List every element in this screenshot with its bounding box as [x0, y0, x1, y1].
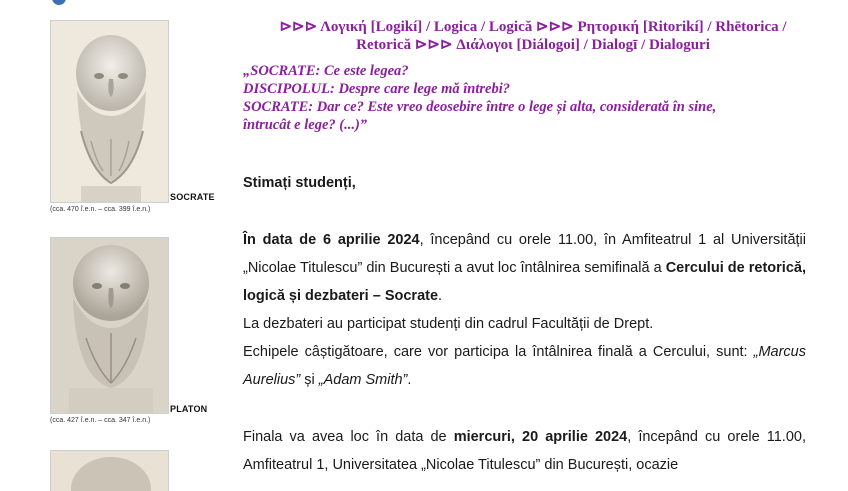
circle-name: Cercului de retorică, logică și dezbateri – Socrate: [243, 260, 806, 304]
quote-line-4: întrucât e lege? (...)”: [243, 117, 368, 133]
winners-period: .: [407, 372, 412, 388]
header-line-1: ⊳⊳⊳ Λογική [Logikí] / Logica / Logică ⊳⊳⊳ Ρητορική [Ritorikí] / Rhētorica /: [279, 19, 787, 35]
paragraph-semifinal: [243, 226, 806, 310]
semifinal-text: , începând cu orele 11.00, în Amfiteatrul 1 al Universității „Nicolae Titulescu” din București a avut loc întâlnirea semifinală a: [243, 232, 806, 276]
philosopher-bust-image: [50, 450, 169, 491]
winners-text: Echipele câștigătoare, care vor participa la întâlnirea finală a Cercului, sunt:: [243, 344, 754, 360]
socratic-quote: [243, 62, 818, 134]
winners-and: și: [300, 372, 319, 388]
paragraph-final: [243, 423, 806, 479]
socrates-name-label: SOCRATE: [170, 192, 215, 202]
header-line-2: Retorică ⊳⊳⊳ Διάλογοι [Diálogoi] / Dialogī / Dialoguri: [356, 37, 710, 53]
logo-badge: [52, 0, 66, 5]
quote-line-2: DISCIPOLUL: Despre care lege mă întrebi?: [243, 81, 511, 97]
final-text-1: Finala va avea loc în data de: [243, 429, 454, 445]
paragraph-participants: La dezbateri au participat studenți din cadrul Facultății de Drept.: [243, 316, 654, 332]
socrates-bust-image: [50, 20, 169, 203]
quote-line-1: „SOCRATE: Ce este legea?: [243, 63, 409, 79]
platon-dates-label: (cca. 427 î.e.n. – cca. 347 î.e.n.): [50, 417, 151, 424]
quote-line-3: SOCRATE: Dar ce? Este vreo deosebire între o lege și alta, considerată în sine,: [243, 99, 717, 115]
final-text-2: , începând cu orele 11.00, Amfiteatrul 1, Universitatea „Nicolae Titulescu” din București, ocazie: [243, 429, 806, 473]
team-adam-smith: „Adam Smith”: [318, 372, 408, 388]
semifinal-period: .: [438, 288, 443, 304]
greeting: Stimați studenți,: [243, 175, 356, 191]
semifinal-date: În data de 6 aprilie 2024: [243, 232, 420, 248]
socrates-dates-label: (cca. 470 î.e.n. – cca. 399 î.e.n.): [50, 206, 151, 213]
platon-bust-image: [50, 237, 169, 414]
paragraph-winners: [243, 338, 806, 394]
header-languages: [243, 18, 823, 54]
final-date: miercuri, 20 aprilie 2024: [453, 429, 628, 445]
team-marcus-aurelius: „Marcus Aurelius”: [243, 344, 806, 388]
platon-name-label: PLATON: [170, 404, 208, 414]
